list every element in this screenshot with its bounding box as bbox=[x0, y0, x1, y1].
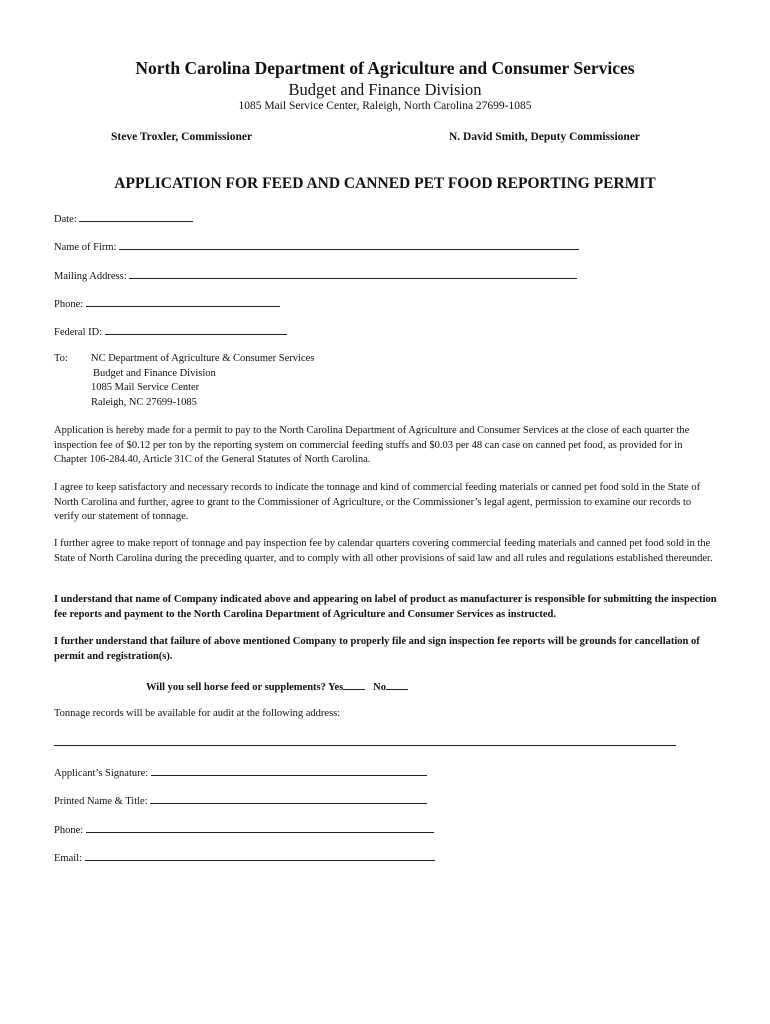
signature-phone-row bbox=[54, 822, 434, 836]
signature-phone-label: Phone: bbox=[54, 825, 84, 836]
phone-input-line[interactable] bbox=[86, 296, 280, 307]
signature-row bbox=[54, 765, 427, 779]
horse-no-label: No bbox=[373, 682, 386, 693]
commissioner-name: Steve Troxler, Commissioner bbox=[111, 131, 253, 143]
tonnage-address-line[interactable] bbox=[54, 745, 676, 746]
printed-name-input-line[interactable] bbox=[150, 793, 427, 804]
horse-feed-question bbox=[146, 679, 408, 693]
division-title: Budget and Finance Division bbox=[288, 80, 482, 99]
horse-no-line[interactable] bbox=[386, 679, 408, 690]
signature-label: Applicant’s Signature: bbox=[54, 768, 149, 779]
paragraph-records: I agree to keep satisfactory and necessary records to indicate the tonnage and kind of commercial feeding materials or canned pet food sold in the State of North Carolina and further, agree to grant to the Commissioner of Agriculture, or the Commissioner’s legal agent, permission to examine our records to verify our statement of tonnage. bbox=[54, 482, 701, 522]
to-line-3: 1085 Mail Service Center bbox=[91, 382, 200, 393]
paragraph-report: I further agree to make report of tonnage and pay inspection fee by calendar quarters covering commercial feeding materials and canned pet food sold in the State of North Carolina during the preceding quarter, and to comply with all other provisions of said law and all rules and regulations established thereunder. bbox=[54, 538, 713, 564]
firm-row bbox=[54, 239, 579, 253]
paragraph-cancellation: I further understand that failure of above mentioned Company to properly file and sign inspection fee reports will be grounds for cancellation of permit and registration(s). bbox=[54, 636, 700, 662]
date-label: Date: bbox=[54, 214, 77, 225]
to-line-4: Raleigh, NC 27699-1085 bbox=[91, 396, 197, 408]
paragraph-company-responsible: I understand that name of Company indicated above and appearing on label of product as manufacturer is responsible for submitting the inspection fee reports and payment to the North Carolina Department of Agriculture and Consumer Services as instructed. bbox=[54, 594, 717, 620]
firm-input-line[interactable] bbox=[119, 239, 579, 250]
signature-input-line[interactable] bbox=[151, 765, 427, 776]
mailing-input-line[interactable] bbox=[129, 268, 577, 279]
to-line-1: NC Department of Agriculture & Consumer Services bbox=[91, 353, 315, 364]
form-title: APPLICATION FOR FEED AND CANNED PET FOOD REPORTING PERMIT bbox=[114, 175, 656, 192]
mailing-row bbox=[54, 268, 577, 282]
department-address: 1085 Mail Service Center, Raleigh, North Carolina 27699-1085 bbox=[238, 100, 532, 112]
email-label: Email: bbox=[54, 853, 82, 864]
federal-id-input-line[interactable] bbox=[105, 324, 287, 335]
printed-name-row bbox=[54, 793, 427, 807]
department-title: North Carolina Department of Agriculture and Consumer Services bbox=[135, 58, 635, 78]
phone-label: Phone: bbox=[54, 299, 84, 310]
firm-label: Name of Firm: bbox=[54, 242, 117, 253]
tonnage-text: Tonnage records will be available for audit at the following address: bbox=[54, 708, 341, 719]
to-label: To: bbox=[54, 353, 68, 364]
deputy-commissioner-name: N. David Smith, Deputy Commissioner bbox=[449, 131, 641, 143]
mailing-label: Mailing Address: bbox=[54, 271, 127, 282]
to-line-2: Budget and Finance Division bbox=[93, 367, 216, 379]
federal-id-row bbox=[54, 324, 287, 338]
signature-phone-input-line[interactable] bbox=[86, 822, 434, 833]
horse-question-text: Will you sell horse feed or supplements? Yes bbox=[146, 682, 344, 693]
paragraph-application: Application is hereby made for a permit to pay to the North Carolina Department of Agriculture and Consumer Services at the close of each quarter the inspection fee of $0.12 per ton by the reporting system on commercial feeding stuffs and $0.03 per 48 can case on canned pet food, as provided for in Chapter 106-284.40, Article 31C of the General Statutes of North Carolina. bbox=[54, 425, 690, 465]
printed-name-label: Printed Name & Title: bbox=[54, 796, 148, 807]
to-address-block bbox=[91, 352, 314, 410]
federal-id-label: Federal ID: bbox=[54, 327, 103, 338]
horse-yes-line[interactable] bbox=[343, 679, 365, 690]
email-row bbox=[54, 850, 435, 864]
email-input-line[interactable] bbox=[85, 850, 435, 861]
phone-row bbox=[54, 296, 280, 310]
date-row bbox=[54, 211, 193, 225]
date-input-line[interactable] bbox=[79, 211, 193, 222]
